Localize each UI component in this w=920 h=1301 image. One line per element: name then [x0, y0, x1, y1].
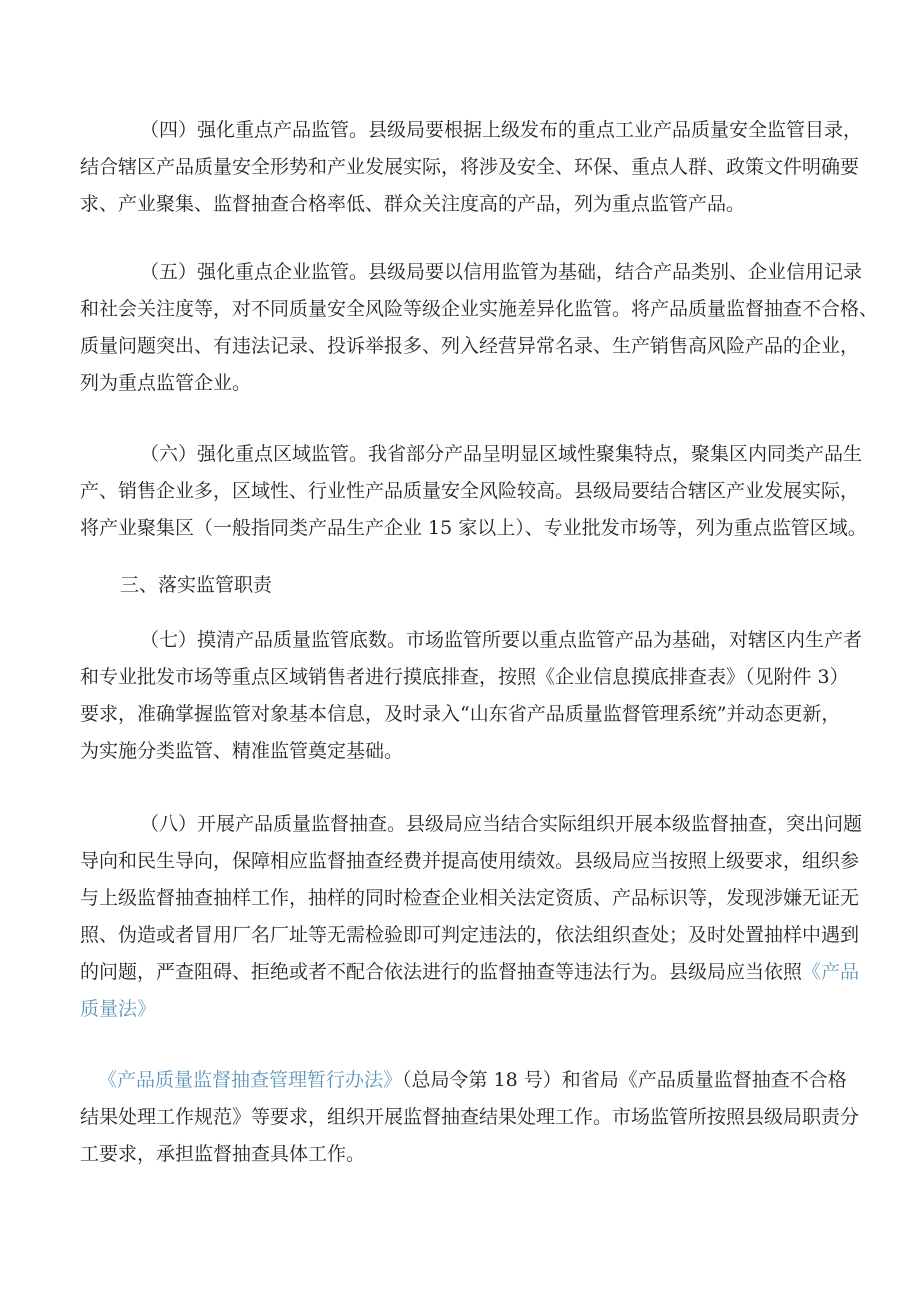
- paragraph-line: 与上级监督抽查抽样工作，抽样的同时检查企业相关法定资质、产品标识等，发现涉嫌无证无: [80, 887, 860, 909]
- section-heading: 三、落实监管职责: [120, 574, 273, 596]
- paragraph-line: （六）强化重点区域监管。我省部分产品呈明显区域性聚集特点，聚集区内同类产品生: [140, 443, 863, 465]
- law-link-continued[interactable]: 质量法》: [80, 998, 157, 1020]
- paragraph-8: [80, 806, 910, 1028]
- paragraph-4: [80, 112, 910, 223]
- paragraph-line-text: （总局令第 18 号）和省局《产品质量监督抽查不合格: [402, 1069, 847, 1091]
- paragraph-line: 产、销售企业多，区域性、行业性产品质量安全风险较高。县级局要结合辖区产业发展实际，: [80, 480, 860, 502]
- paragraph-6: [80, 436, 910, 547]
- paragraph-line: 列为重点监管企业。: [80, 372, 252, 394]
- law-link[interactable]: 《产品: [802, 961, 860, 983]
- paragraph-line: 照、伪造或者冒用厂名厂址等无需检验即可判定违法的，依法组织查处；及时处置抽样中遇到: [80, 924, 860, 946]
- regulation-link[interactable]: 《产品质量监督抽查管理暂行办法》: [98, 1069, 403, 1091]
- paragraph-line: 工要求，承担监督抽查具体工作。: [80, 1143, 366, 1165]
- paragraph-line: （七）摸清产品质量监管底数。市场监管所要以重点监管产品为基础，对辖区内生产者: [140, 629, 863, 651]
- paragraph-line: 为实施分类监管、精准监管奠定基础。: [80, 740, 404, 762]
- paragraph-line: 和专业批发市场等重点区域销售者进行摸底排查，按照《企业信息摸底排查表》（见附件 3）: [80, 666, 849, 688]
- paragraph-5: [80, 254, 910, 402]
- paragraph-line: 要求，准确掌握监管对象基本信息，及时录入“山东省产品质量监督管理系统”并动态更新，: [80, 703, 841, 725]
- paragraph-line: 导向和民生导向，保障相应监督抽查经费并提高使用绩效。县级局应当按照上级要求，组织参: [80, 850, 860, 872]
- paragraph-line: （八）开展产品质量监督抽查。县级局应当结合实际组织开展本级监督抽查，突出问题: [140, 813, 863, 835]
- paragraph-line-text: 的问题，严查阻碍、拒绝或者不配合依法进行的监督抽查等违法行为。县级局应当依照: [80, 961, 803, 983]
- paragraph-line: （四）强化重点产品监管。县级局要根据上级发布的重点工业产品质量安全监管目录，: [140, 119, 863, 141]
- paragraph-line: 结果处理工作规范》等要求，组织开展监督抽查结果处理工作。市场监管所按照县级局职责分: [80, 1106, 860, 1128]
- paragraph-7: [80, 622, 910, 770]
- paragraph-line: （五）强化重点企业监管。县级局要以信用监管为基础，结合产品类别、企业信用记录: [140, 261, 863, 283]
- paragraph-line: 将产业聚集区（一般指同类产品生产企业 15 家以上）、专业批发市场等，列为重点监管区域。: [80, 517, 867, 539]
- paragraph-9: [80, 1062, 910, 1173]
- paragraph-line: 质量问题突出、有违法记录、投诉举报多、列入经营异常名录、生产销售高风险产品的企业，: [80, 335, 860, 357]
- paragraph-line: 求、产业聚集、监督抽查合格率低、群众关注度高的产品，列为重点监管产品。: [80, 193, 746, 215]
- paragraph-line: [80, 954, 910, 991]
- paragraph-line: 和社会关注度等，对不同质量安全风险等级企业实施差异化监管。将产品质量监督抽查不合格、: [80, 298, 879, 320]
- paragraph-line: 结合辖区产品质量安全形势和产业发展实际，将涉及安全、环保、重点人群、政策文件明确要: [80, 156, 860, 178]
- paragraph-line: [98, 1062, 910, 1099]
